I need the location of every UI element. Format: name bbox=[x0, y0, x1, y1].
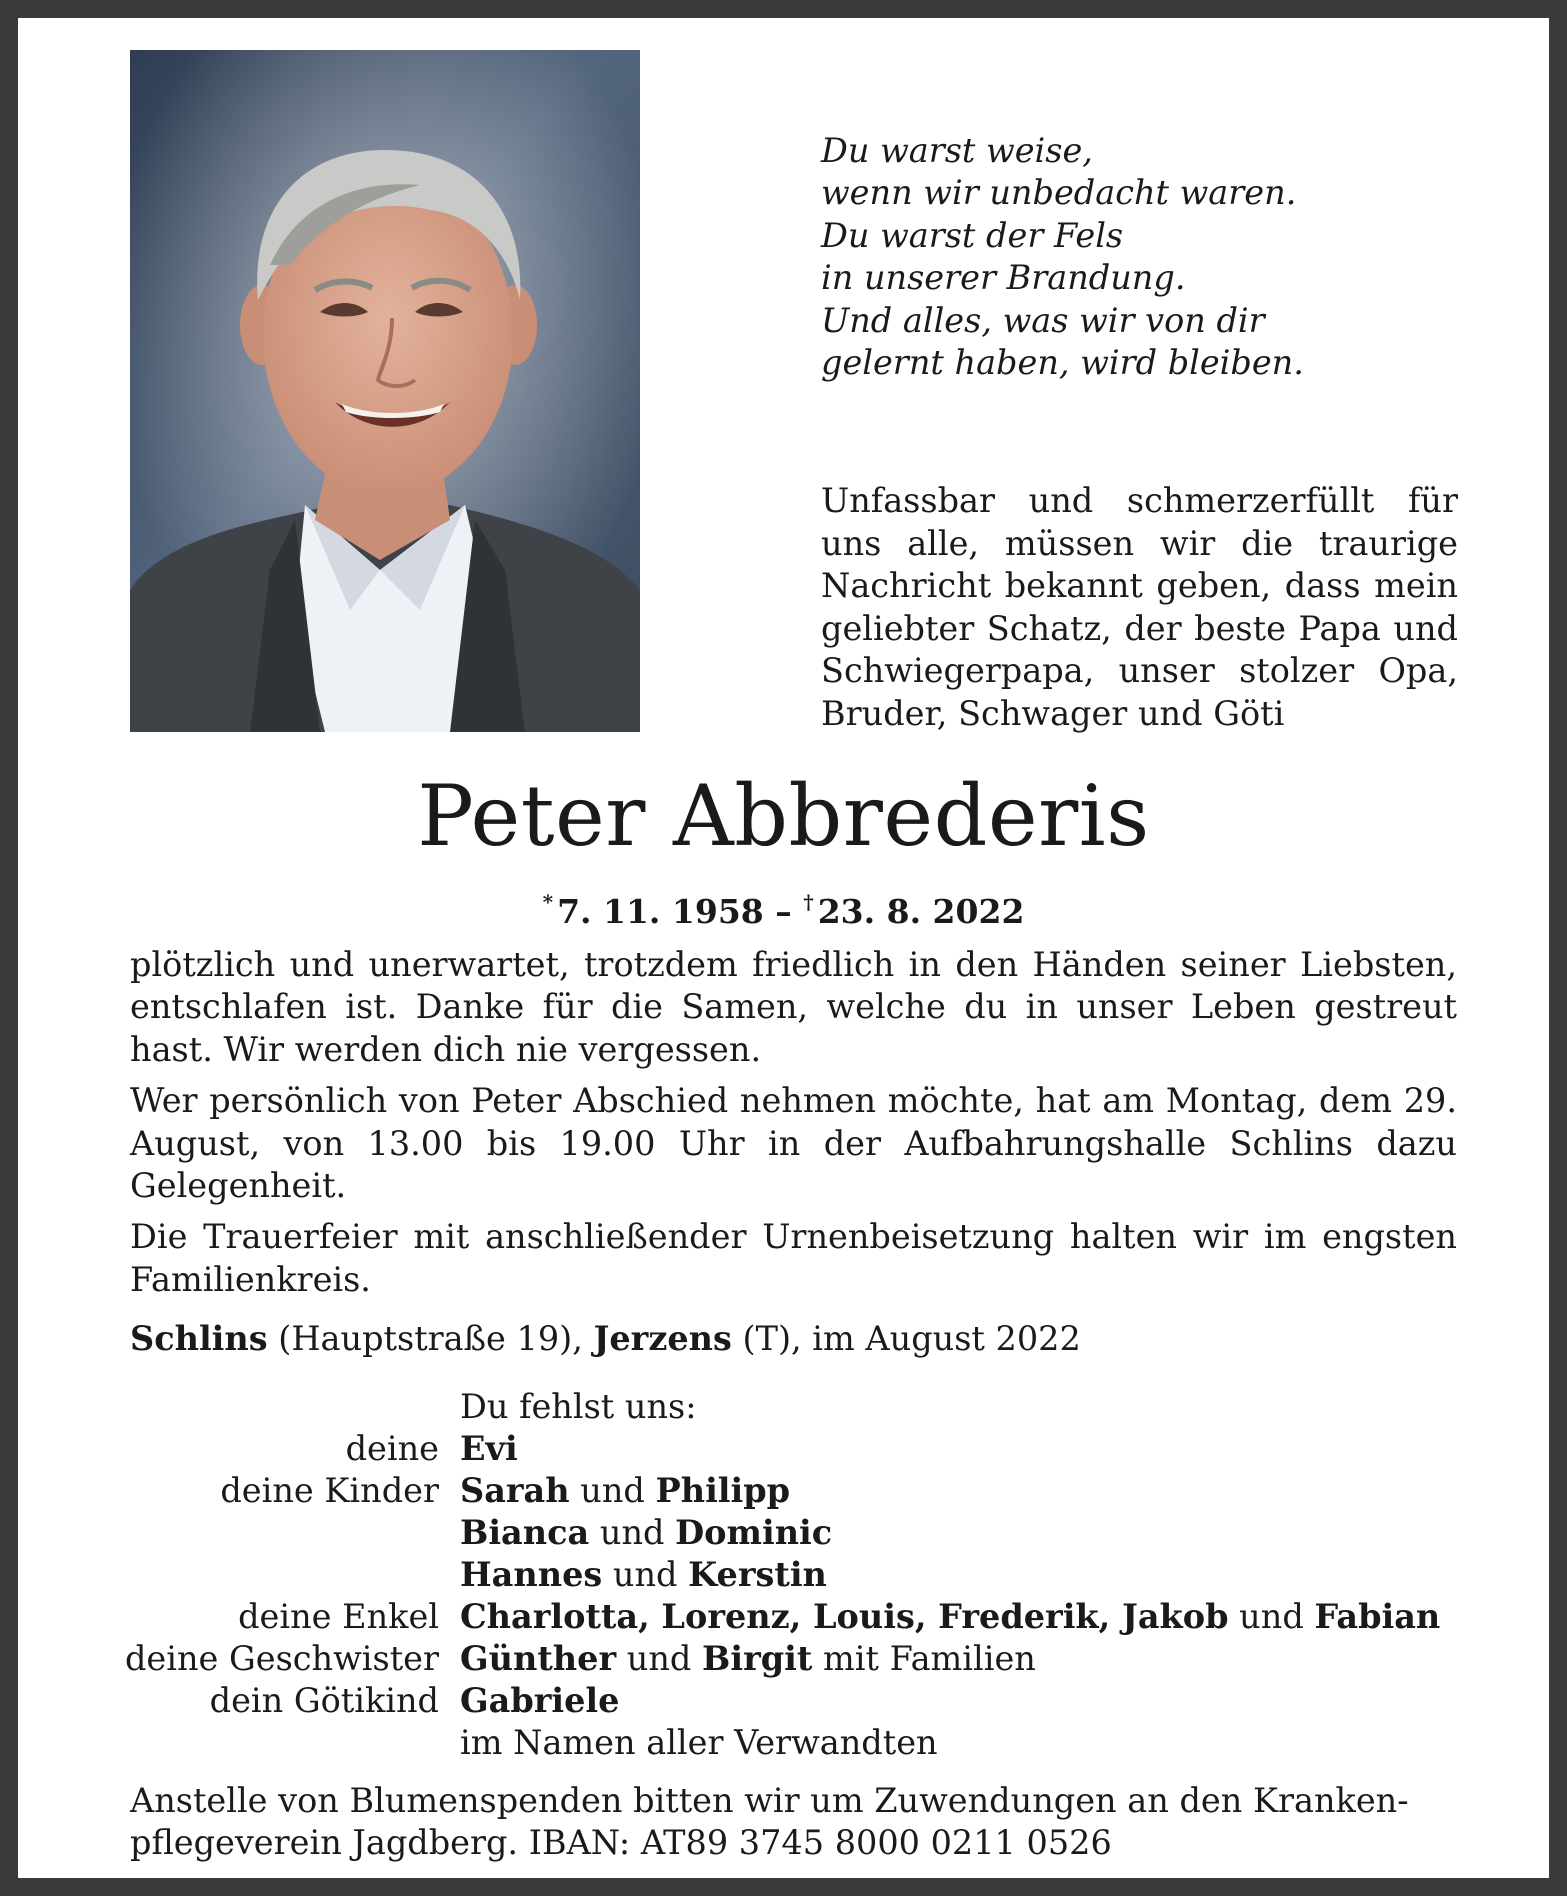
mourner-name: Charlotta, Lorenz, Louis, Frederik, Jakob bbox=[460, 1597, 1229, 1636]
mourner-connector: und bbox=[602, 1555, 689, 1594]
mourner-names bbox=[460, 1428, 518, 1470]
mourners-intro: Du fehlst uns: bbox=[460, 1387, 697, 1426]
mourners-intro-row bbox=[18, 1386, 1549, 1428]
mourner-row bbox=[18, 1512, 1549, 1554]
death-symbol: † bbox=[803, 890, 814, 914]
place-address-1: (Hauptstraße 19), bbox=[267, 1319, 594, 1358]
mourner-connector: mit Familien bbox=[812, 1639, 1036, 1678]
donation-line-1: Anstelle von Blumenspenden bitten wir um Zuwendungen an den Kranken- bbox=[130, 1781, 1409, 1820]
paragraph-funeral: Die Trauerfeier mit anschließender Urnenbeisetzung halten wir im engsten Familienkreis. bbox=[130, 1217, 1457, 1299]
mourner-row bbox=[18, 1428, 1549, 1470]
mourner-name: Fabian bbox=[1314, 1597, 1441, 1636]
death-announcement: Unfassbar und schmerzerfüllt für uns alle, müssen wir die traurige Nachricht bekannt geben, dass mein geliebter Schatz, der beste Papa und Schwiegerpapa, unser stolzer Opa, Bruder, Schwager und Göti bbox=[821, 481, 1458, 733]
birth-symbol: * bbox=[542, 890, 554, 914]
notice-body bbox=[130, 944, 1457, 1310]
mourner-name: Günther bbox=[460, 1639, 617, 1678]
mourner-name: Kerstin bbox=[688, 1555, 827, 1594]
memorial-poem: Du warst weise, wenn wir unbedacht waren. Du warst der Fels in unserer Brandung. Und alles, was wir von dir gelernt haben, wird bleiben. bbox=[821, 131, 1304, 383]
mourner-row bbox=[18, 1554, 1549, 1596]
mourner-name: Sarah bbox=[460, 1471, 570, 1510]
mourner-row bbox=[18, 1470, 1549, 1512]
mourner-connector: und bbox=[589, 1513, 676, 1552]
mourner-connector: und bbox=[1228, 1597, 1315, 1636]
donation-line-2: pflegeverein Jagdberg. IBAN: AT89 3745 8000 0211 0526 bbox=[130, 1823, 1112, 1862]
mourner-names bbox=[460, 1638, 1036, 1680]
mourner-name: Philipp bbox=[655, 1471, 791, 1510]
donation-note bbox=[130, 1780, 1457, 1864]
obituary-notice bbox=[18, 18, 1549, 1878]
mourner-names bbox=[460, 1596, 1440, 1638]
mourners-rows bbox=[18, 1428, 1549, 1722]
mourner-name: Dominic bbox=[675, 1513, 833, 1552]
deceased-name: Peter Abbrederis bbox=[417, 767, 1150, 865]
mourner-name: Gabriele bbox=[460, 1681, 620, 1720]
mourner-relation: deine Enkel bbox=[238, 1597, 439, 1636]
mourners-outro-row bbox=[18, 1722, 1549, 1764]
mourner-name: Birgit bbox=[702, 1639, 813, 1678]
mourner-names bbox=[460, 1470, 790, 1512]
mourner-connector: und bbox=[569, 1471, 656, 1510]
mourner-row bbox=[18, 1638, 1549, 1680]
mourner-row bbox=[18, 1596, 1549, 1638]
mourner-name: Bianca bbox=[460, 1513, 590, 1552]
mourner-relation: deine Geschwister bbox=[124, 1639, 439, 1678]
place-town-1: Schlins bbox=[130, 1319, 268, 1358]
mourner-relation: dein Götikind bbox=[209, 1681, 439, 1720]
mourner-name: Evi bbox=[460, 1429, 518, 1468]
mourner-relation: deine bbox=[345, 1429, 439, 1468]
death-date: 23. 8. 2022 bbox=[817, 892, 1025, 931]
mourner-names bbox=[460, 1680, 619, 1722]
mourner-row bbox=[18, 1680, 1549, 1722]
place-and-date bbox=[130, 1318, 1081, 1360]
place-town-2: Jerzens bbox=[593, 1319, 732, 1358]
mourner-relation: deine Kinder bbox=[220, 1471, 439, 1510]
mourner-name: Hannes bbox=[460, 1555, 603, 1594]
mourner-names bbox=[460, 1554, 827, 1596]
paragraph-farewell: Wer persönlich von Peter Abschied nehmen möchte, hat am Montag, dem 29. August, von 13.00 bis 19.00 Uhr in der Aufbahrungshalle Schlins dazu Gelegenheit. bbox=[130, 1081, 1457, 1206]
date-separator: – bbox=[775, 892, 792, 931]
portrait-image bbox=[130, 50, 640, 732]
birth-date: 7. 11. 1958 bbox=[557, 892, 764, 931]
mourner-names bbox=[460, 1512, 832, 1554]
mourners-list bbox=[18, 1386, 1549, 1764]
mourner-connector: und bbox=[616, 1639, 703, 1678]
place-address-2: (T), im August 2022 bbox=[731, 1319, 1081, 1358]
paragraph-passing: plötzlich und unerwartet, trotzdem friedlich in den Händen seiner Liebsten, entschlafen ist. Danke für die Samen, welche du in unser Leben gestreut hast. Wir werden dich nie vergessen. bbox=[130, 945, 1457, 1069]
portrait-photo bbox=[130, 50, 640, 732]
mourners-outro: im Namen aller Verwandten bbox=[460, 1723, 938, 1762]
life-dates bbox=[18, 880, 1549, 934]
